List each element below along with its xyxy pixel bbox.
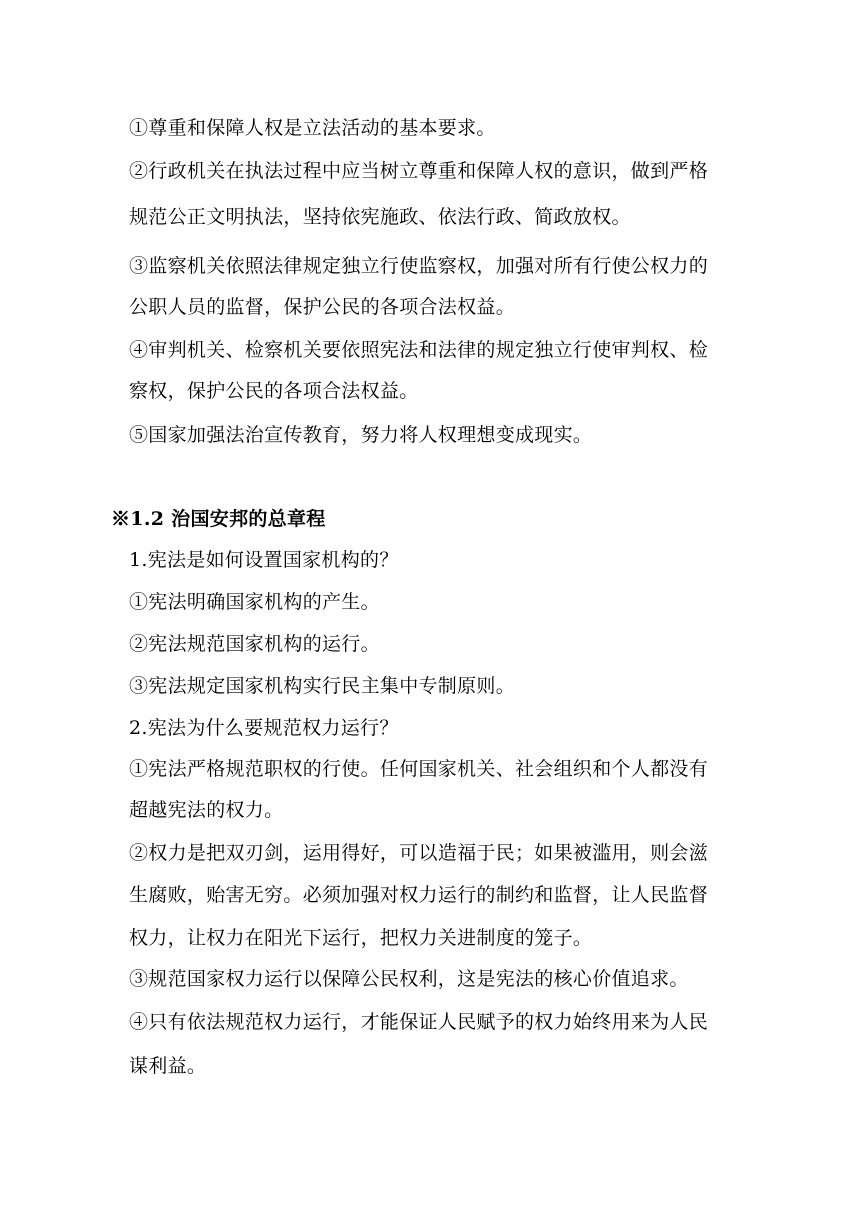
paragraph-line: ④只有依法规范权力运行，才能保证人民赋予的权力始终用来为人民 (129, 1011, 709, 1033)
paragraph-line: 公职人员的监督，保护公民的各项合法权益。 (129, 296, 516, 318)
paragraph-line: ③规范国家权力运行以保障公民权利，这是宪法的核心价值追求。 (129, 968, 689, 990)
paragraph-line: 规范公正文明执法，坚持依宪施政、依法行政、简政放权。 (129, 206, 631, 228)
paragraph-line: ④审判机关、检察机关要依照宪法和法律的规定独立行使审判权、检 (129, 339, 709, 361)
paragraph-line: ①宪法严格规范职权的行使。任何国家机关、社会组织和个人都没有 (129, 758, 709, 780)
paragraph-line: ②行政机关在执法过程中应当树立尊重和保障人权的意识，做到严格 (129, 160, 709, 182)
list-item: ③宪法规定国家机构实行民主集中专制原则。 (129, 675, 516, 697)
paragraph-line: 权力，让权力在阳光下运行，把权力关进制度的笼子。 (129, 927, 593, 949)
paragraph-line: 察权，保护公民的各项合法权益。 (129, 380, 419, 402)
paragraph-line: 生腐败，贻害无穷。必须加强对权力运行的制约和监督，让人民监督 (129, 884, 709, 906)
list-item: ①宪法明确国家机构的产生。 (129, 591, 380, 613)
paragraph-line: 超越宪法的权力。 (129, 799, 284, 821)
paragraph-line: 谋利益。 (129, 1055, 207, 1077)
list-item: ②宪法规范国家机构的运行。 (129, 633, 380, 655)
question-line: 2.宪法为什么要规范权力运行？ (129, 717, 399, 739)
paragraph-line: ②权力是把双刃剑，运用得好，可以造福于民；如果被滥用，则会滋 (129, 842, 709, 864)
paragraph-line: ⑤国家加强法治宣传教育，努力将人权理想变成现实。 (129, 424, 593, 446)
paragraph-line: ③监察机关依照法律规定独立行使监察权，加强对所有行使公权力的 (129, 255, 709, 277)
section-heading: ※1.2 治国安邦的总章程 (111, 508, 326, 530)
question-line: 1.宪法是如何设置国家机构的？ (129, 549, 399, 571)
paragraph-line: ①尊重和保障人权是立法活动的基本要求。 (129, 117, 496, 139)
